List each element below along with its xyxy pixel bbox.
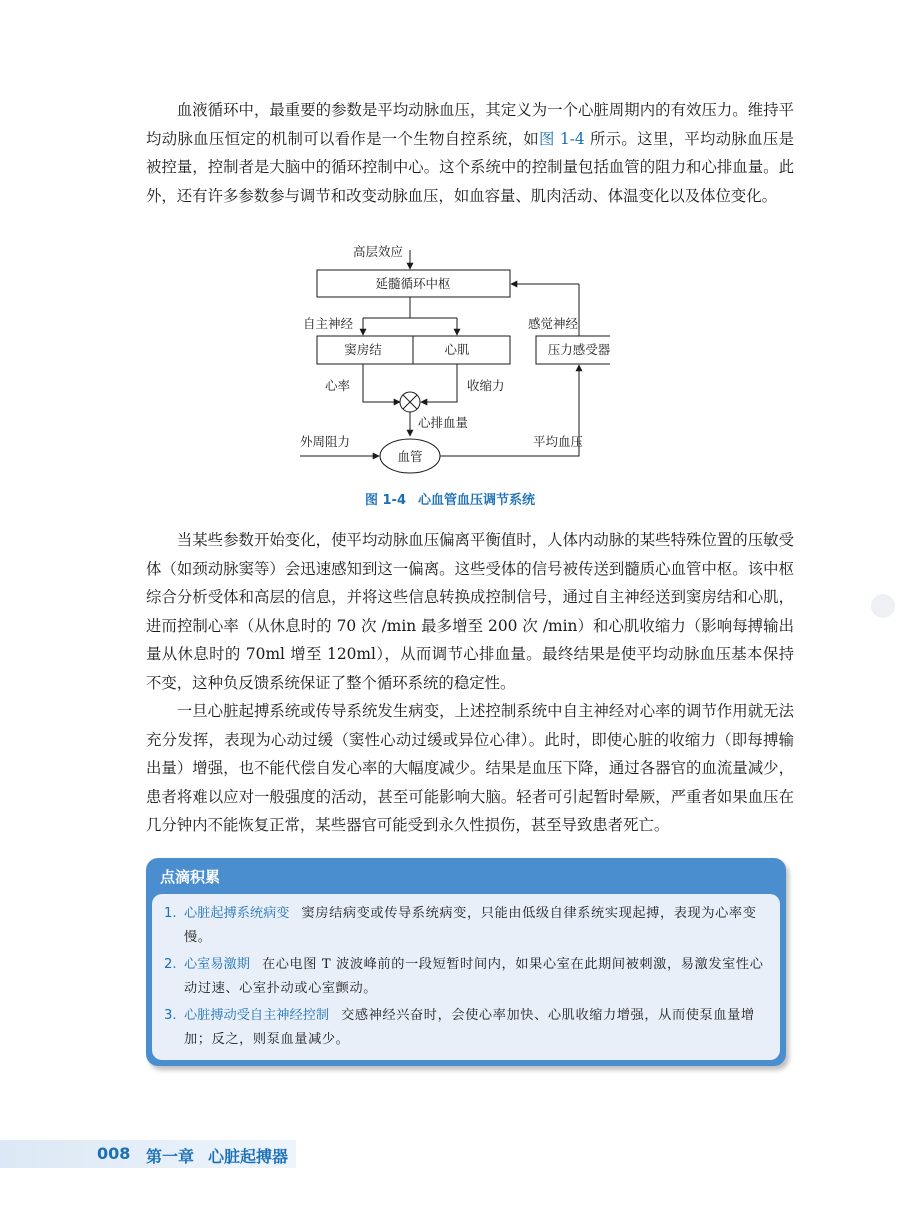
mean-pressure-label: 平均血压 [533,434,584,449]
cardiac-output-label: 心排血量 [418,415,469,430]
heart-rate-line [363,364,400,402]
page-number: 008 [97,1144,131,1163]
tip-text: 窦房结病变或传导系统病变，只能由低级自律系统实现起搏，表现为心率变慢。 [184,906,757,945]
tip-text: 在心电图 T 波波峰前的一段短暂时间内，如果心室在此期间被刺激，易激发室性心动过速、心室扑动或心室颤动。 [184,957,764,996]
autonomic-label: 自主神经 [303,316,354,331]
tip-number: 1. [164,906,177,921]
blood-pressure-regulation-diagram [290,240,610,480]
baroreceptor-label: 压力感受器 [547,342,610,357]
intro-text-1: 血液循环中，最重要的参数是平均动脉血压，其定义为一个心脏周期内的有效压力。维持平均动脉血压恒定的机制可以看作是一个生物自控系统，如 [146,101,794,148]
sa-node-label: 窦房结 [344,342,382,357]
tip-item [164,1004,768,1052]
tip-number: 3. [164,1008,177,1023]
tip-term: 心室易激期 [184,957,250,972]
tip-term: 心脏起搏系统病变 [184,906,290,921]
tips-box [146,858,786,1066]
peripheral-resistance-label: 外周阻力 [300,434,351,449]
tip-item [164,902,768,950]
intro-paragraph [146,96,794,210]
tip-number: 2. [164,957,177,972]
contractility-label: 收缩力 [467,378,505,393]
sensory-label: 感觉神经 [528,316,579,331]
side-decoration-icon [871,594,895,618]
top-input-label: 高层效应 [353,244,404,259]
chapter-header [146,1144,302,1167]
figure-caption [0,489,900,508]
heart-rate-label: 心率 [325,378,351,393]
intro-text-2: 所示。这里，平均动脉血压是被控量，控制者是大脑中的循环控制中心。这个系统中的控制量包括血管的阻力和心排血量。此外，还有许多参数参与调节和改变动脉血压，如血容量、肌肉活动、体温变化以及体位变化。 [146,129,794,205]
chapter-number: 第一章 [146,1147,195,1166]
caption-title: 心血管血压调节系统 [418,493,536,508]
caption-number: 图 1-4 [364,493,406,508]
body-paragraph-2: 一旦心脏起搏系统或传导系统发生病变，上述控制系统中自主神经对心率的调节作用就无法充分发挥，表现为心动过缓（窦性心动过缓或异位心律）。此时，即使心脏的收缩力（即每搏输出量）增强，也不能代偿自发心率的大幅度减少。结果是血压下降，通过各器官的血流量减少，患者将难以应对一般强度的活动，甚至可能影响大脑。轻者可引起暂时晕厥，严重者如果血压在几分钟内不能恢复正常，某些器官可能受到永久性损伤，甚至导致患者死亡。 [146,702,794,834]
chapter-title: 心脏起搏器 [208,1147,289,1166]
contractility-line [421,364,457,402]
tip-term: 心脏搏动受自主神经控制 [184,1008,330,1023]
center-label: 延髓循环中枢 [375,276,451,291]
tips-list [152,894,780,1060]
body-paragraph-1: 当某些参数开始变化，使平均动脉血压偏离平衡值时，人体内动脉的某些特殊位置的压敏受体（如颈动脉窦等）会迅速感知到这一偏离。这些受体的信号被传送到髓质心血管中枢。该中枢综合分析受体和高层的信息，并将这些信息转换成控制信号，通过自主神经送到窦房结和心肌，进而控制心率（从休息时的 70 次 /min 最多增至 200 次 /min）和心肌收缩力（影响每搏输出量从休息时的 70ml 增至 120ml），从而调节心排血量。最终结果是使平均动脉血压基本保持不变，这种负反馈系统保证了整个循环系统的稳定性。 [146,531,794,692]
tips-title: 点滴积累 [160,868,221,886]
myocardium-label: 心肌 [444,342,470,357]
tip-text: 交感神经兴奋时，会使心率加快、心肌收缩力增强，从而使泵血量增加；反之，则泵血量减少。 [184,1008,755,1047]
figure-reference-link[interactable]: 图 1-4 [539,129,585,148]
tip-item [164,953,768,1001]
vessel-label: 血管 [397,449,423,464]
